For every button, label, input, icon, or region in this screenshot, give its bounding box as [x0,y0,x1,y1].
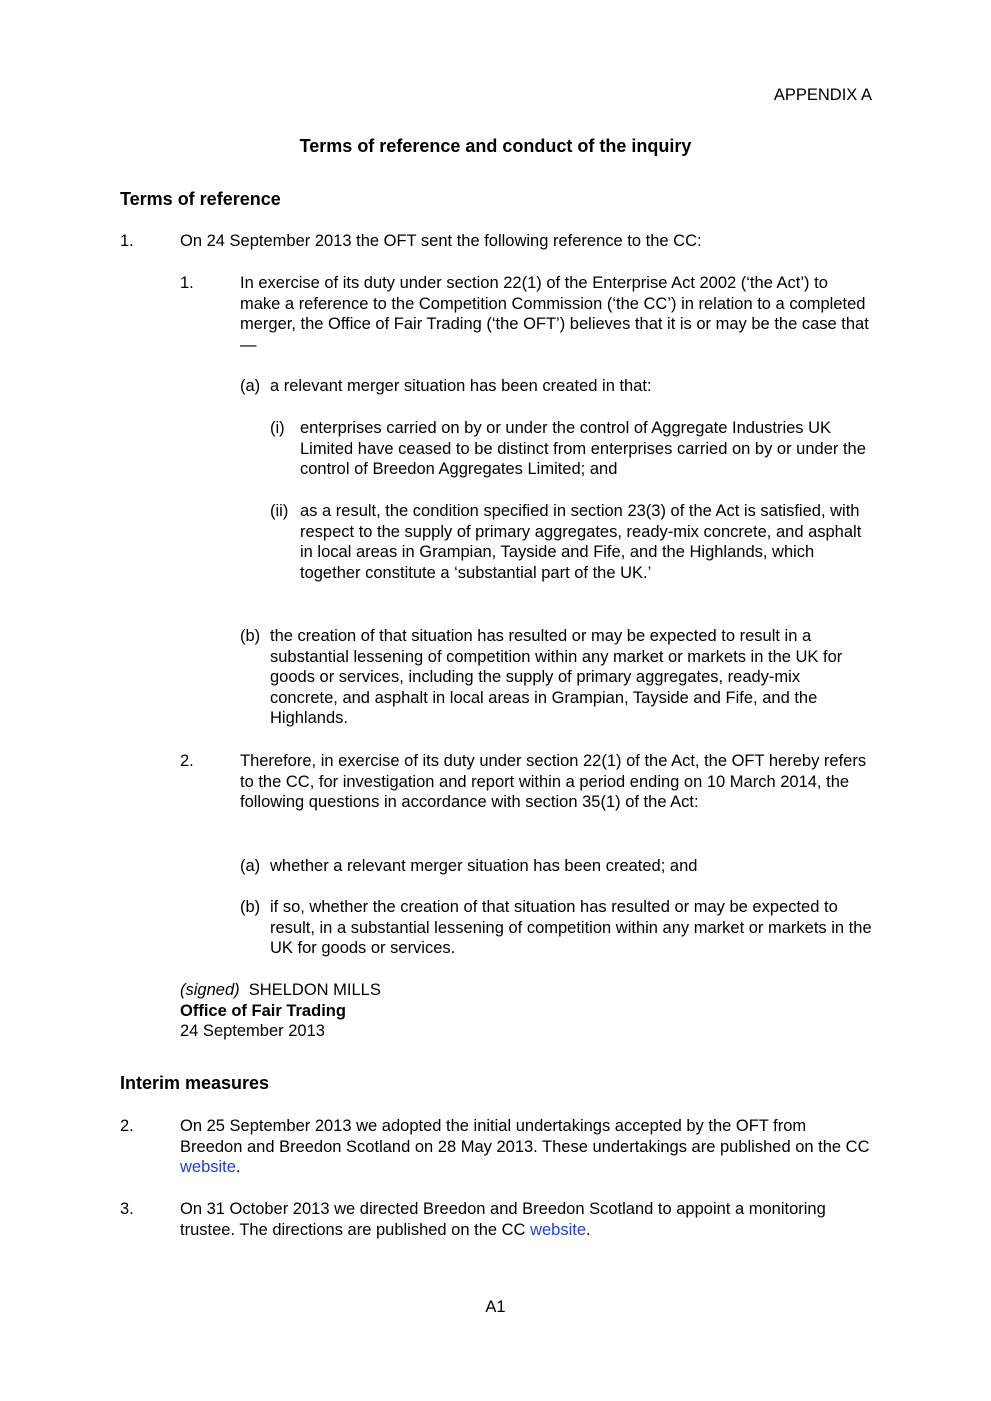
paragraph-body: On 31 October 2013 we directed Breedon and Breedon Scotland to appoint a monitoring trustee. The directions are published on the CC [180,1200,826,1239]
paragraph-2 [120,1116,872,1178]
reference-text: In exercise of its duty under section 22(1) of the Enterprise Act 2002 (‘the Act’) to make a reference to the Competition Commission (‘the CC’) in relation to a completed merger, the Office of Fair Trading (‘the OFT’) believes that it is or may be the case that— [240,274,869,354]
reference-item-1 [180,273,872,355]
section-heading-interim: Interim measures [120,1073,270,1093]
signatory-organisation: Office of Fair Trading [180,1001,346,1020]
paragraph-text [180,1199,872,1240]
reference-number: 2. [180,752,194,770]
subitem-numeral: (i) [270,419,285,437]
appendix-label: APPENDIX A [773,86,872,104]
subitem-text: as a result, the condition specified in section 23(3) of the Act is satisfied, with respect to the supply of primary aggregates, ready-mix concrete, and asphalt in local areas in Grampian, Tayside and Fife, and the Highlands, which together constitute a ‘substantial part of the UK.’ [300,502,862,582]
website-link[interactable]: website [530,1220,587,1239]
paragraph-1 [120,231,872,252]
reference-item-1a [240,376,872,397]
reference-item-2a [240,856,872,877]
paragraph-body: On 25 September 2013 we adopted the initial undertakings accepted by the OFT from Breedon and Breedon Scotland on 28 May 2013. These undertakings are published on the CC [180,1117,870,1156]
item-letter: (a) [240,377,261,395]
item-letter: (b) [240,627,261,645]
paragraph-3 [120,1199,872,1240]
item-letter: (a) [240,857,261,875]
item-text: the creation of that situation has resulted or may be expected to result in a substantial lessening of competition within any market or markets in the UK for goods or services, including the supply of primary aggregates, ready-mix concrete, and asphalt in local areas in Grampian, Tayside and Fife, and the Highlands. [270,627,843,728]
signature-line [180,980,680,1001]
reference-item-1b [240,626,872,729]
reference-item-2b [240,897,872,959]
page-number: A1 [485,1298,506,1316]
paragraph-end: . [586,1220,591,1239]
section-heading-terms: Terms of reference [120,189,281,209]
paragraph-number: 1. [120,232,134,250]
reference-number: 1. [180,274,194,292]
signature-block [180,980,680,1042]
paragraph-number: 2. [120,1117,134,1135]
paragraph-text: On 24 September 2013 the OFT sent the following reference to the CC: [180,232,702,250]
subitem-text: enterprises carried on by or under the control of Aggregate Industries UK Limited have ceased to be distinct from enterprises carried on by or under the control of Breedon Aggregates Limited; and [300,419,866,479]
reference-item-1a-ii [270,501,870,583]
paragraph-number: 3. [120,1200,134,1218]
item-letter: (b) [240,898,261,916]
paragraph-end: . [235,1158,241,1177]
subitem-numeral: (ii) [270,502,289,520]
reference-text: Therefore, in exercise of its duty under section 22(1) of the Act, the OFT hereby refers to the CC, for investigation and report within a period ending on 10 March 2014, the following questions in accordance with section 35(1) of the Act: [240,752,867,812]
signatory-name: SHELDON MILLS [248,981,381,999]
paragraph-text [180,1116,872,1178]
signed-label: (signed) [180,981,240,999]
reference-item-1a-i [270,418,870,480]
signature-date: 24 September 2013 [180,1022,325,1041]
item-text: whether a relevant merger situation has been created; and [270,857,698,875]
website-link[interactable]: website [180,1158,236,1177]
page-title: Terms of reference and conduct of the inquiry [299,136,692,156]
reference-item-2 [180,751,872,813]
item-text: if so, whether the creation of that situation has resulted or may be expected to result, in a substantial lessening of competition within any market or markets in the UK for goods or services. [270,898,872,958]
item-text: a relevant merger situation has been created in that: [270,377,652,395]
